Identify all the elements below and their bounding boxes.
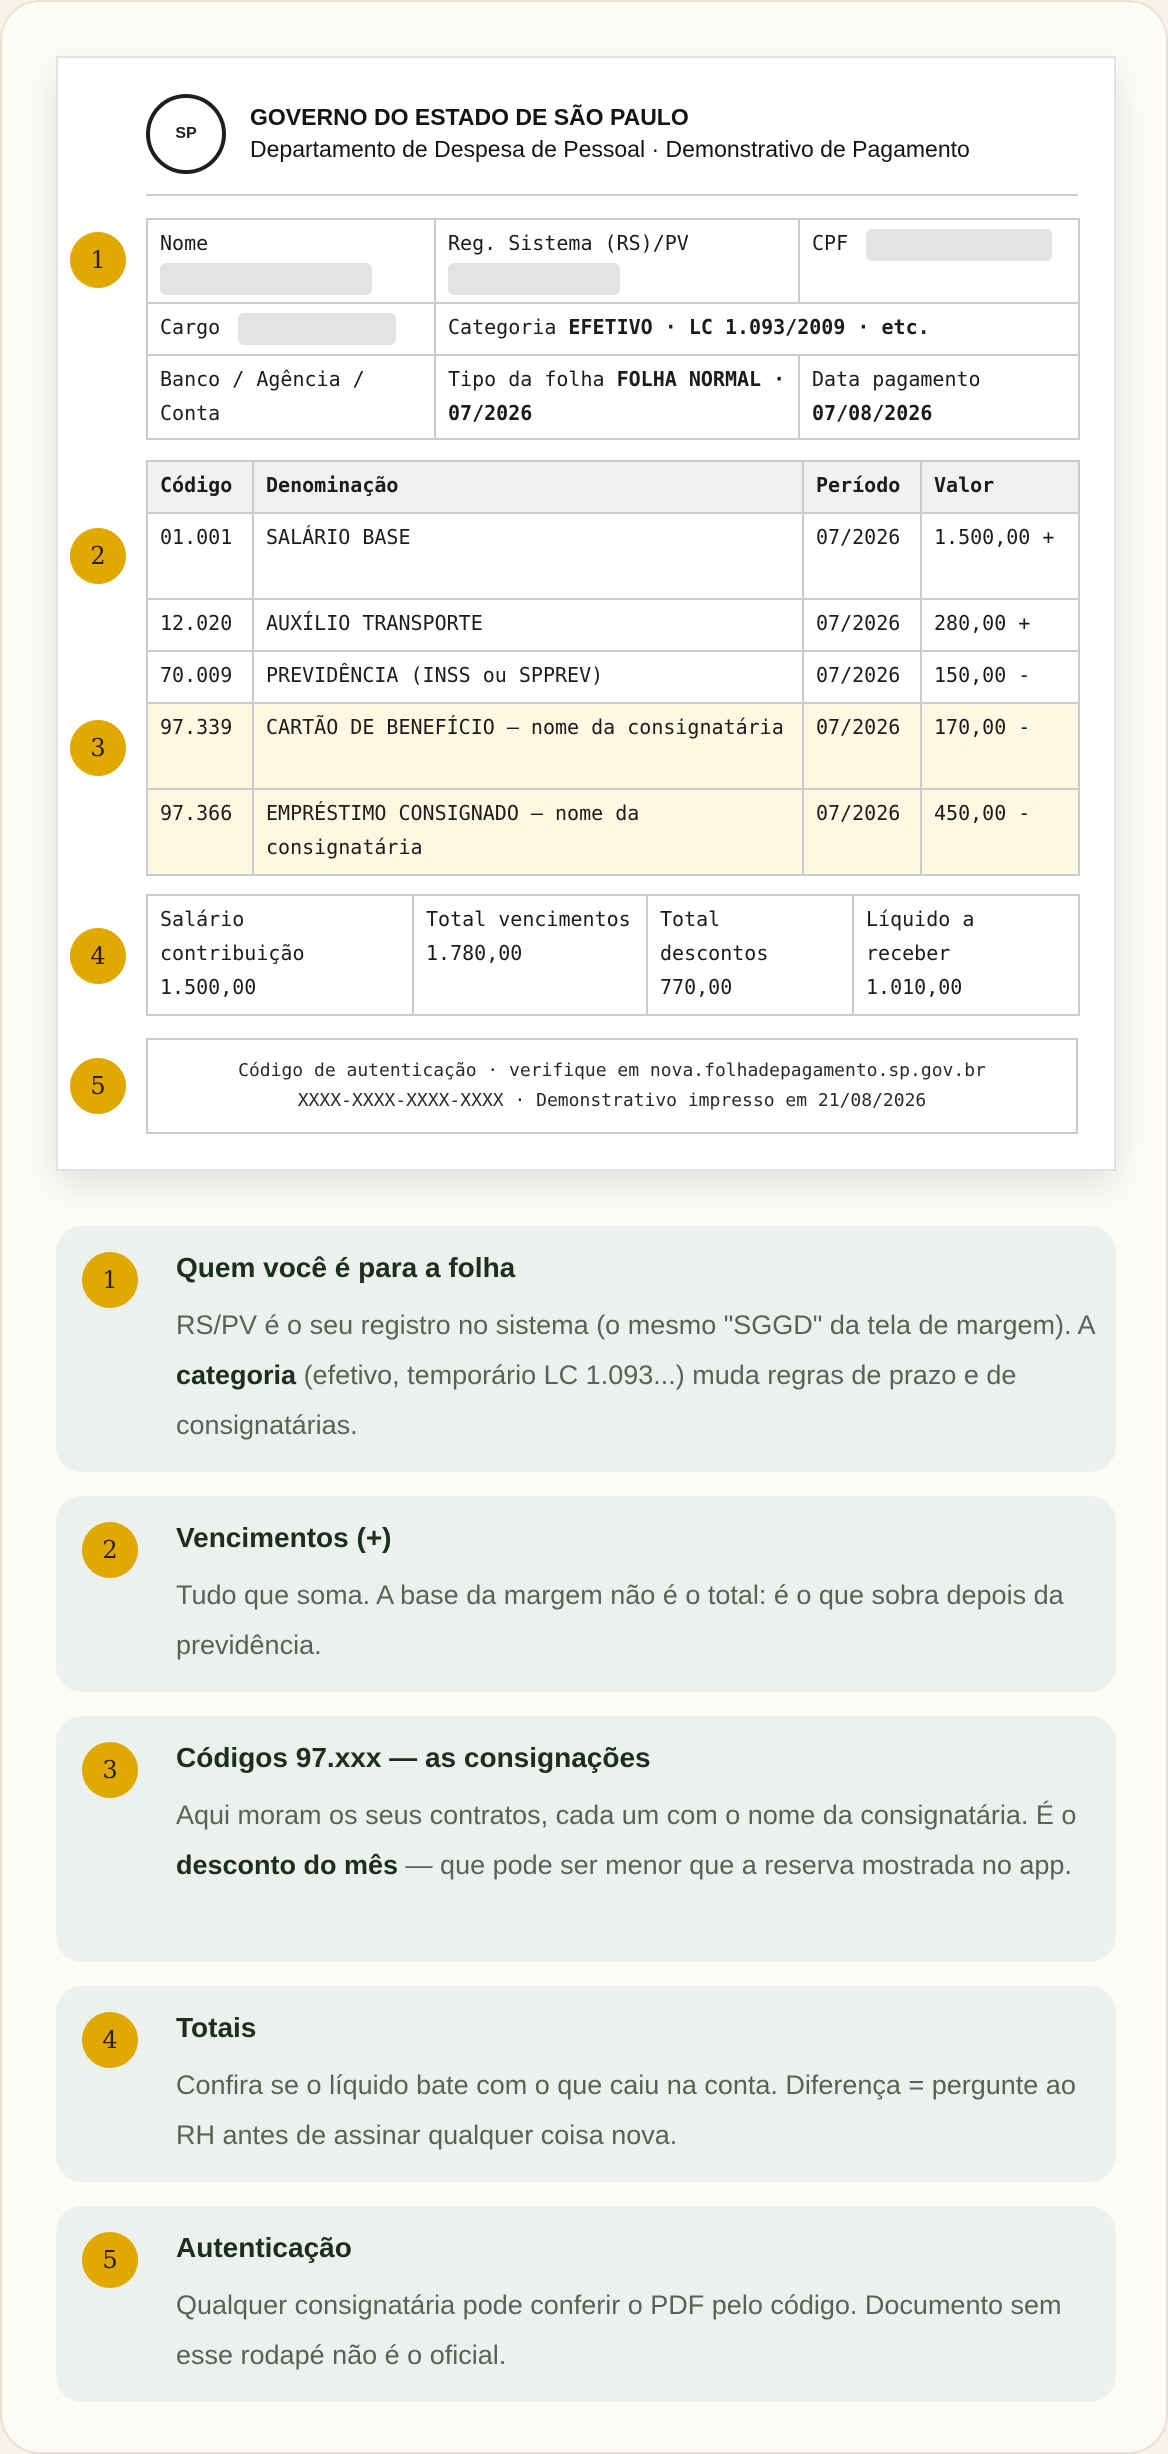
card-text: RS/PV é o seu registro no sistema (o mesmo "SGGD" da tela de margem). A: [176, 1310, 1095, 1340]
col-denominacao-header: Denominação: [253, 461, 803, 513]
card-body: [176, 2060, 1096, 2160]
card-body: [176, 1300, 1096, 1450]
items-header-row: [147, 461, 1079, 513]
categoria-value: EFETIVO · LC 1.093/2009 · etc.: [568, 315, 930, 339]
data-pagamento-label: Data pagamento: [812, 367, 981, 391]
valor-cell: 1.500,00 +: [921, 513, 1079, 599]
denominacao-cell: AUXÍLIO TRANSPORTE: [253, 599, 803, 651]
department-subtitle: Departamento de Despesa de Pessoal · Demonstrativo de Pagamento: [250, 136, 970, 162]
cpf-cell: [799, 219, 1079, 303]
denominacao-cell: CARTÃO DE BENEFÍCIO — nome da consignatária: [253, 703, 803, 789]
sp-seal-logo: SP: [146, 94, 226, 174]
marker-badge-5: 5: [70, 1058, 126, 1114]
explanation-card-1: [56, 1226, 1116, 1472]
periodo-cell: 07/2026: [803, 789, 921, 875]
col-codigo-header: Código: [147, 461, 253, 513]
table-row-consignacao: [147, 703, 1079, 789]
periodo-cell: 07/2026: [803, 703, 921, 789]
items-table: [146, 460, 1080, 876]
total-value: 1.500,00: [160, 975, 257, 999]
card-text: (efetivo, temporário LC 1.093...) muda regras de prazo e de consignatárias.: [176, 1360, 1017, 1440]
cpf-redacted: [866, 229, 1052, 261]
marker-badge-1: 1: [70, 232, 126, 288]
denominacao-cell: PREVIDÊNCIA (INSS ou SPPREV): [253, 651, 803, 703]
nome-cell: [147, 219, 435, 303]
total-liquido: [853, 895, 1079, 1015]
periodo-cell: 07/2026: [803, 599, 921, 651]
total-label: Total vencimentos: [426, 907, 631, 931]
total-value: 770,00: [660, 975, 733, 999]
denominacao-cell: EMPRÉSTIMO CONSIGNADO — nome da consignatária: [253, 789, 803, 875]
card-text: Qualquer consignatária pode conferir o PDF pelo código. Documento sem esse rodapé não é o oficial.: [176, 2290, 1062, 2370]
card-badge-1: 1: [82, 1252, 138, 1308]
tipo-folha-value: FOLHA NORMAL · 07/2026: [448, 367, 786, 425]
total-label: Total descontos: [660, 907, 769, 965]
table-row: [147, 513, 1079, 599]
card-body: [176, 1790, 1096, 1890]
payslip-document: [56, 56, 1116, 1171]
card-text: Aqui moram os seus contratos, cada um com o nome da consignatária. É o: [176, 1800, 1077, 1830]
card-title: Vencimentos (+): [176, 1522, 392, 1553]
payslip-header: [146, 94, 1078, 196]
total-label: Salário contribuição: [160, 907, 305, 965]
categoria-label: Categoria: [448, 315, 557, 339]
periodo-cell: 07/2026: [803, 513, 921, 599]
card-badge-2: 2: [82, 1522, 138, 1578]
periodo-cell: 07/2026: [803, 651, 921, 703]
card-text: — que pode ser menor que a reserva mostrada no app.: [398, 1850, 1072, 1880]
nome-label: Nome: [160, 231, 209, 255]
card-text-bold: desconto do mês: [176, 1850, 399, 1880]
card-title: Códigos 97.xxx — as consignações: [176, 1742, 651, 1773]
valor-cell: 280,00 +: [921, 599, 1079, 651]
cargo-redacted: [238, 313, 396, 345]
valor-cell: 150,00 -: [921, 651, 1079, 703]
marker-badge-3: 3: [70, 720, 126, 776]
total-value: 1.010,00: [866, 975, 963, 999]
card-text: Confira se o líquido bate com o que caiu na conta. Diferença = pergunte ao RH antes de assinar qualquer coisa nova.: [176, 2070, 1076, 2150]
cpf-label: CPF: [812, 231, 849, 255]
table-row: [147, 599, 1079, 651]
explanation-card-5: [56, 2206, 1116, 2402]
total-label: Líquido a receber: [866, 907, 975, 965]
card-badge-4: 4: [82, 2012, 138, 2068]
auth-line-1: Código de autenticação · verifique em nova.folhadepagamento.sp.gov.br: [238, 1060, 986, 1081]
tipo-folha-label: Tipo da folha: [448, 367, 605, 391]
marker-badge-4: 4: [70, 928, 126, 984]
rs-cell: [435, 219, 799, 303]
table-row: [147, 651, 1079, 703]
explanation-card-3: [56, 1716, 1116, 1962]
card-body: [176, 1570, 1096, 1670]
auth-line-2: XXXX-XXXX-XXXX-XXXX · Demonstrativo impresso em 21/08/2026: [297, 1090, 927, 1111]
col-valor-header: Valor: [921, 461, 1079, 513]
totals-table: [146, 894, 1080, 1016]
card-title: Totais: [176, 2012, 257, 2043]
codigo-cell: 70.009: [147, 651, 253, 703]
table-row-consignacao: [147, 789, 1079, 875]
cargo-label: Cargo: [160, 315, 221, 339]
total-vencimentos: [413, 895, 647, 1015]
explanation-card-2: [56, 1496, 1116, 1692]
card-text-bold: categoria: [176, 1360, 297, 1390]
valor-cell: 170,00 -: [921, 703, 1079, 789]
banco-cell: [147, 355, 435, 439]
total-descontos: [647, 895, 853, 1015]
total-value: 1.780,00: [426, 941, 523, 965]
data-pagamento-cell: [799, 355, 1079, 439]
codigo-cell: 97.339: [147, 703, 253, 789]
rs-label: Reg. Sistema (RS)/PV: [448, 231, 689, 255]
card-badge-5: 5: [82, 2232, 138, 2288]
card-body: [176, 2280, 1096, 2380]
total-salario-contribuicao: [147, 895, 413, 1015]
col-periodo-header: Período: [803, 461, 921, 513]
rs-redacted: [448, 263, 620, 295]
codigo-cell: 12.020: [147, 599, 253, 651]
card-title: Autenticação: [176, 2232, 352, 2263]
authentication-footer: [146, 1038, 1078, 1134]
banco-label: Banco / Agência / Conta: [160, 367, 365, 425]
categoria-cell: [435, 303, 1079, 355]
explanation-card-4: [56, 1986, 1116, 2182]
card-badge-3: 3: [82, 1742, 138, 1798]
cargo-cell: [147, 303, 435, 355]
card-text: Tudo que soma. A base da margem não é o total: é o que sobra depois da previdência.: [176, 1580, 1064, 1660]
government-title: GOVERNO DO ESTADO DE SÃO PAULO: [250, 104, 689, 130]
tipo-folha-cell: [435, 355, 799, 439]
card-title: Quem você é para a folha: [176, 1252, 516, 1283]
identity-table: [146, 218, 1080, 440]
codigo-cell: 01.001: [147, 513, 253, 599]
valor-cell: 450,00 -: [921, 789, 1079, 875]
nome-redacted: [160, 263, 372, 295]
codigo-cell: 97.366: [147, 789, 253, 875]
data-pagamento-value: 07/08/2026: [812, 401, 933, 425]
denominacao-cell: SALÁRIO BASE: [253, 513, 803, 599]
marker-badge-2: 2: [70, 528, 126, 584]
